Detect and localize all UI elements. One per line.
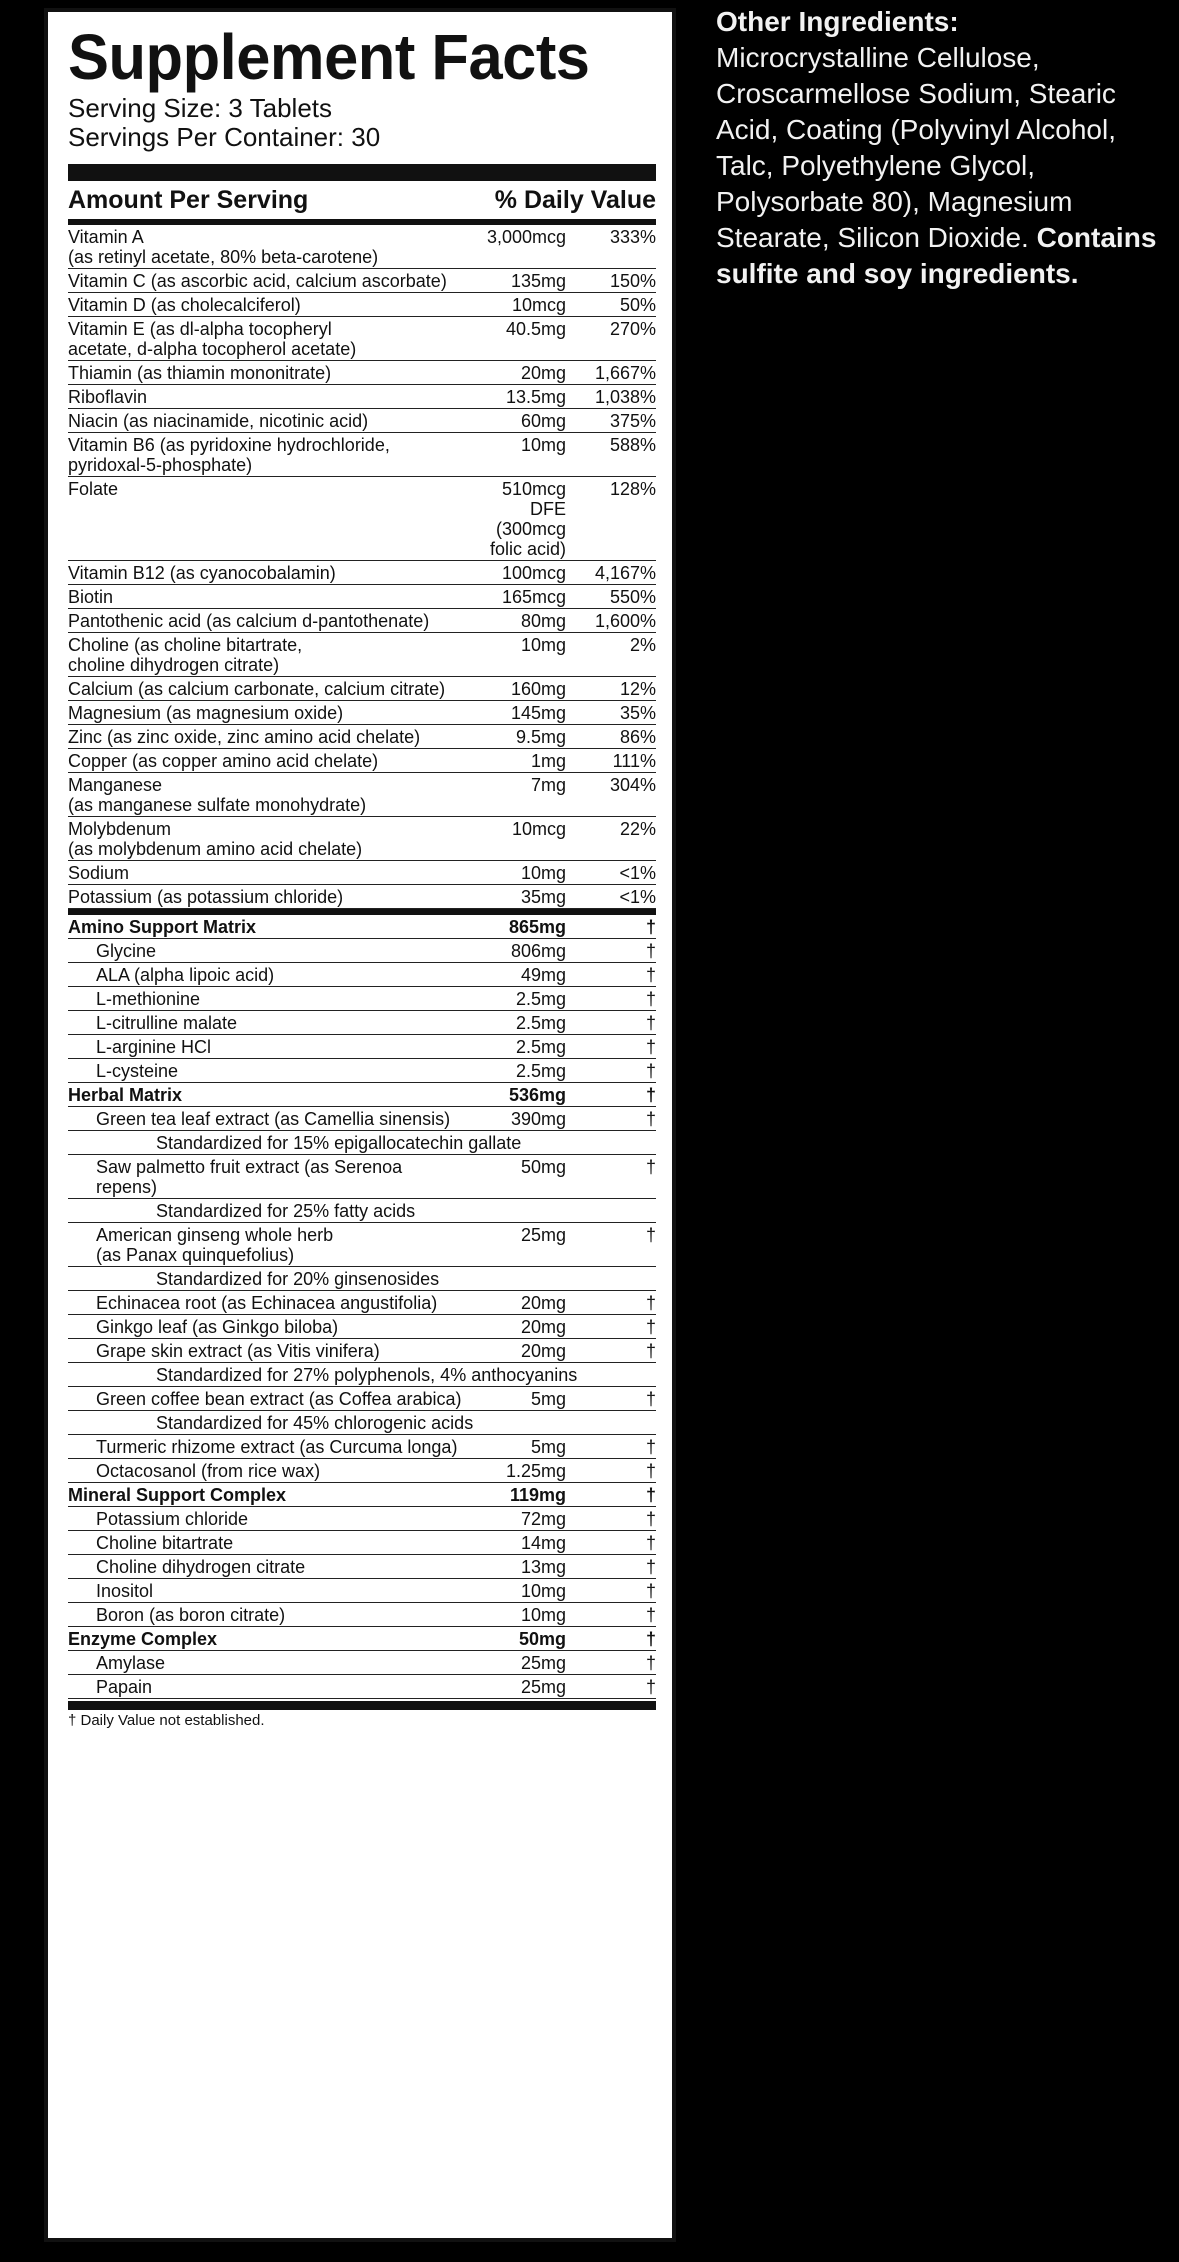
ingredient-name: Green coffee bean extract (as Coffea arabica) (96, 1389, 462, 1409)
ingredient-amount: 165mcg (501, 587, 566, 607)
ingredient-amount: 13.5mg (505, 387, 566, 407)
ingredient-amount: 160mg (510, 679, 566, 699)
ingredient-name: Mineral Support Complex (68, 1485, 287, 1505)
ingredient-name: L-citrulline malate (96, 1013, 238, 1033)
ingredient-name: Thiamin (as thiamin mononitrate) (68, 363, 332, 383)
daily-value: 50% (619, 295, 656, 315)
ingredient-name: Amino Support Matrix (68, 917, 256, 937)
daily-value: † (645, 1557, 656, 1577)
serving-size: Serving Size: 3 Tablets (68, 93, 332, 123)
ingredient-name: Papain (96, 1677, 153, 1697)
daily-value: 1,600% (594, 611, 656, 631)
table-row (68, 385, 656, 409)
table-row (68, 609, 656, 633)
ingredient-name: Herbal Matrix (68, 1085, 183, 1105)
ingredient-name: Vitamin C (as ascorbic acid, calcium ascorbate) (68, 271, 447, 291)
table-row (68, 561, 656, 585)
table-row (68, 477, 656, 561)
table-row (68, 1035, 656, 1059)
ingredient-amount: 10mcg (511, 819, 566, 839)
allergen-warning: Contains sulfite and soy ingredients. (716, 222, 1157, 289)
daily-value: † (645, 1533, 656, 1553)
ingredient-amount: 145mg (510, 703, 566, 723)
ingredient-amount: 5mg (530, 1437, 566, 1457)
ingredient-name: Sodium (68, 863, 130, 883)
blend-list (68, 909, 656, 1699)
table-row (68, 1223, 656, 1267)
ingredient-name: Choline dihydrogen citrate (96, 1557, 306, 1577)
table-row (68, 701, 656, 725)
ingredient-name: Vitamin E (as dl-alpha tocopheryl acetate, d-alpha tocopherol acetate) (68, 319, 357, 359)
ingredient-amount: 7mg (530, 775, 566, 795)
ingredient-amount: 1mg (530, 751, 566, 771)
ingredient-amount: 510mcg DFE (300mcg folic acid) (489, 479, 566, 559)
ingredient-name: Octacosanol (from rice wax) (96, 1461, 321, 1481)
other-ingredients-title: Other Ingredients: (716, 6, 959, 37)
table-row (68, 1291, 656, 1315)
ingredient-amount: 10mg (520, 1581, 566, 1601)
ingredient-name: Standardized for 45% chlorogenic acids (156, 1413, 474, 1433)
table-header (68, 181, 656, 225)
ingredient-amount: 25mg (520, 1653, 566, 1673)
thick-divider (68, 164, 656, 181)
ingredient-name: Vitamin A (as retinyl acetate, 80% beta-carotene) (68, 227, 379, 267)
daily-value: <1% (619, 887, 656, 907)
ingredient-name: Grape skin extract (as Vitis vinifera) (96, 1341, 380, 1361)
other-ingredients (716, 4, 1171, 292)
daily-value: 111% (612, 751, 656, 771)
table-row (68, 1011, 656, 1035)
daily-value: 128% (609, 479, 656, 499)
daily-value: † (645, 1157, 656, 1177)
daily-value: † (645, 1061, 656, 1081)
daily-value: † (645, 1437, 656, 1457)
daily-value: † (645, 1629, 656, 1649)
daily-value: † (645, 1317, 656, 1337)
ingredient-amount: 40.5mg (505, 319, 566, 339)
ingredient-name: Standardized for 20% ginsenosides (156, 1269, 440, 1289)
daily-value: † (645, 1485, 656, 1505)
table-row (68, 749, 656, 773)
ingredient-name: Magnesium (as magnesium oxide) (68, 703, 344, 723)
panel-title: Supplement Facts (68, 21, 590, 93)
blend-header-row (68, 1483, 656, 1507)
ingredient-name: ALA (alpha lipoic acid) (96, 965, 275, 985)
vitamin-list (68, 225, 656, 909)
daily-value: † (645, 989, 656, 1009)
ingredient-name: Potassium chloride (96, 1509, 249, 1529)
table-row (68, 433, 656, 477)
standardization-row (68, 1267, 656, 1291)
blend-header-row (68, 909, 656, 939)
daily-value: 12% (619, 679, 656, 699)
ingredient-name: Biotin (68, 587, 114, 607)
ingredient-name: Standardized for 25% fatty acids (156, 1201, 416, 1221)
standardization-row (68, 1363, 656, 1387)
ingredient-name: L-methionine (96, 989, 201, 1009)
ingredient-amount: 5mg (530, 1389, 566, 1409)
daily-value: 1,038% (594, 387, 656, 407)
table-row (68, 409, 656, 433)
table-row (68, 1507, 656, 1531)
table-row (68, 1315, 656, 1339)
ingredient-amount: 20mg (520, 363, 566, 383)
ingredient-name: Riboflavin (68, 387, 148, 407)
standardization-row (68, 1411, 656, 1435)
ingredient-name: Turmeric rhizome extract (as Curcuma longa) (96, 1437, 458, 1457)
daily-value: † (645, 1461, 656, 1481)
ingredient-name: L-arginine HCl (96, 1037, 212, 1057)
daily-value: † (645, 1605, 656, 1625)
ingredient-name: Ginkgo leaf (as Ginkgo biloba) (96, 1317, 339, 1337)
ingredient-name: Manganese (as manganese sulfate monohydrate) (68, 775, 367, 815)
servings-per-container: Servings Per Container: 30 (68, 122, 381, 152)
table-row (68, 1579, 656, 1603)
ingredient-amount: 135mg (510, 271, 566, 291)
daily-value: † (645, 941, 656, 961)
daily-value: <1% (619, 863, 656, 883)
daily-value-label: % Daily Value (494, 185, 656, 214)
ingredient-amount: 865mg (508, 917, 566, 937)
ingredient-name: Molybdenum (as molybdenum amino acid chelate) (68, 819, 363, 859)
daily-value: 375% (609, 411, 656, 431)
blend-header-row (68, 1083, 656, 1107)
daily-value: † (645, 1581, 656, 1601)
table-row (68, 361, 656, 385)
daily-value: † (645, 1225, 656, 1245)
table-row (68, 317, 656, 361)
ingredient-name: Potassium (as potassium chloride) (68, 887, 344, 907)
ingredient-amount: 3,000mcg (486, 227, 566, 247)
daily-value: 1,667% (594, 363, 656, 383)
ingredient-amount: 1.25mg (505, 1461, 566, 1481)
ingredient-amount: 100mcg (501, 563, 566, 583)
table-row (68, 885, 656, 909)
table-row (68, 225, 656, 269)
ingredient-amount: 20mg (520, 1317, 566, 1337)
daily-value: † (645, 1653, 656, 1673)
ingredient-name: Calcium (as calcium carbonate, calcium citrate) (68, 679, 446, 699)
ingredient-amount: 390mg (510, 1109, 566, 1129)
table-row (68, 1603, 656, 1627)
daily-value: 304% (609, 775, 656, 795)
footnote: † Daily Value not established. (68, 1712, 265, 1729)
blend-header-row (68, 1627, 656, 1651)
table-row (68, 817, 656, 861)
table-row (68, 773, 656, 817)
ingredient-name: L-cysteine (96, 1061, 179, 1081)
ingredient-amount: 50mg (520, 1157, 566, 1177)
ingredient-amount: 49mg (520, 965, 566, 985)
ingredient-amount: 35mg (520, 887, 566, 907)
ingredient-amount: 2.5mg (515, 1037, 566, 1057)
ingredient-name: Standardized for 27% polyphenols, 4% anthocyanins (156, 1365, 578, 1385)
ingredient-amount: 10mg (520, 435, 566, 455)
ingredient-amount: 536mg (508, 1085, 566, 1105)
daily-value: † (645, 1509, 656, 1529)
ingredient-name: Choline (as choline bitartrate, choline dihydrogen citrate) (68, 635, 303, 675)
ingredient-amount: 10mcg (511, 295, 566, 315)
table-row (68, 725, 656, 749)
ingredient-amount: 10mg (520, 635, 566, 655)
table-row (68, 939, 656, 963)
ingredient-amount: 50mg (518, 1629, 566, 1649)
daily-value: † (645, 1389, 656, 1409)
daily-value: 4,167% (594, 563, 656, 583)
ingredient-name: Copper (as copper amino acid chelate) (68, 751, 379, 771)
table-row (68, 1387, 656, 1411)
ingredient-amount: 25mg (520, 1677, 566, 1697)
table-row (68, 293, 656, 317)
ingredient-name: Echinacea root (as Echinacea angustifolia) (96, 1293, 438, 1313)
daily-value: † (645, 965, 656, 985)
table-row (68, 987, 656, 1011)
ingredient-amount: 2.5mg (515, 1013, 566, 1033)
ingredient-amount: 80mg (520, 611, 566, 631)
ingredient-amount: 9.5mg (515, 727, 566, 747)
ingredient-name: Glycine (96, 941, 157, 961)
table-row (68, 1435, 656, 1459)
ingredient-name: Saw palmetto fruit extract (as Serenoa repens) (96, 1157, 403, 1197)
table-row (68, 677, 656, 701)
standardization-row (68, 1131, 656, 1155)
daily-value: † (645, 1293, 656, 1313)
ingredient-amount: 60mg (520, 411, 566, 431)
supplement-facts-panel (44, 8, 676, 2242)
daily-value: 588% (609, 435, 656, 455)
standardization-row (68, 1199, 656, 1223)
ingredient-amount: 10mg (520, 1605, 566, 1625)
daily-value: 35% (619, 703, 656, 723)
ingredient-name: Vitamin D (as cholecalciferol) (68, 295, 301, 315)
bottom-divider (68, 1701, 656, 1710)
table-row (68, 1459, 656, 1483)
ingredient-amount: 20mg (520, 1293, 566, 1313)
ingredient-name: Green tea leaf extract (as Camellia sinensis) (96, 1109, 451, 1129)
ingredient-name: American ginseng whole herb (as Panax quinquefolius) (96, 1225, 334, 1265)
ingredient-amount: 20mg (520, 1341, 566, 1361)
ingredient-amount: 25mg (520, 1225, 566, 1245)
table-row (68, 861, 656, 885)
daily-value: † (645, 1013, 656, 1033)
ingredient-amount: 806mg (510, 941, 566, 961)
ingredient-amount: 10mg (520, 863, 566, 883)
amount-per-serving-label: Amount Per Serving (68, 185, 309, 214)
daily-value: † (645, 1677, 656, 1697)
ingredient-name: Niacin (as niacinamide, nicotinic acid) (68, 411, 369, 431)
ingredient-amount: 13mg (520, 1557, 566, 1577)
table-row (68, 1555, 656, 1579)
ingredient-name: Amylase (96, 1653, 166, 1673)
table-row (68, 585, 656, 609)
ingredient-amount: 2.5mg (515, 989, 566, 1009)
ingredient-amount: 72mg (520, 1509, 566, 1529)
table-row (68, 269, 656, 293)
daily-value: † (645, 1085, 656, 1105)
table-row (68, 1531, 656, 1555)
other-ingredients-text: Microcrystalline Cellulose, Croscarmellose Sodium, Stearic Acid, Coating (Polyvinyl Alcohol, Talc, Polyethylene Glycol, Polysorbate 80), Magnesium Stearate, Silicon Dioxide. (716, 42, 1116, 253)
table-row (68, 1155, 656, 1199)
daily-value: 22% (619, 819, 656, 839)
table-row (68, 1339, 656, 1363)
ingredient-name: Inositol (96, 1581, 154, 1601)
ingredient-amount: 14mg (520, 1533, 566, 1553)
ingredient-name: Standardized for 15% epigallocatechin gallate (156, 1133, 522, 1153)
daily-value: † (645, 1341, 656, 1361)
table-row (68, 1107, 656, 1131)
table-row (68, 1651, 656, 1675)
daily-value: 150% (609, 271, 656, 291)
table-row (68, 633, 656, 677)
ingredient-amount: 2.5mg (515, 1061, 566, 1081)
table-row (68, 1675, 656, 1699)
daily-value: 86% (619, 727, 656, 747)
ingredient-name: Folate (68, 479, 119, 499)
ingredient-name: Zinc (as zinc oxide, zinc amino acid chelate) (68, 727, 421, 747)
table-row (68, 1059, 656, 1083)
daily-value: 333% (609, 227, 656, 247)
daily-value: † (645, 1109, 656, 1129)
ingredient-name: Enzyme Complex (68, 1629, 218, 1649)
ingredient-amount: 119mg (509, 1485, 566, 1505)
daily-value: † (645, 917, 656, 937)
daily-value: † (645, 1037, 656, 1057)
ingredient-name: Vitamin B12 (as cyanocobalamin) (68, 563, 336, 583)
daily-value: 270% (609, 319, 656, 339)
ingredient-name: Choline bitartrate (96, 1533, 234, 1553)
table-row (68, 963, 656, 987)
ingredient-name: Boron (as boron citrate) (96, 1605, 286, 1625)
daily-value: 2% (629, 635, 656, 655)
ingredient-name: Pantothenic acid (as calcium d-pantothenate) (68, 611, 430, 631)
ingredient-name: Vitamin B6 (as pyridoxine hydrochloride, pyridoxal-5-phosphate) (68, 435, 390, 475)
daily-value: 550% (609, 587, 656, 607)
